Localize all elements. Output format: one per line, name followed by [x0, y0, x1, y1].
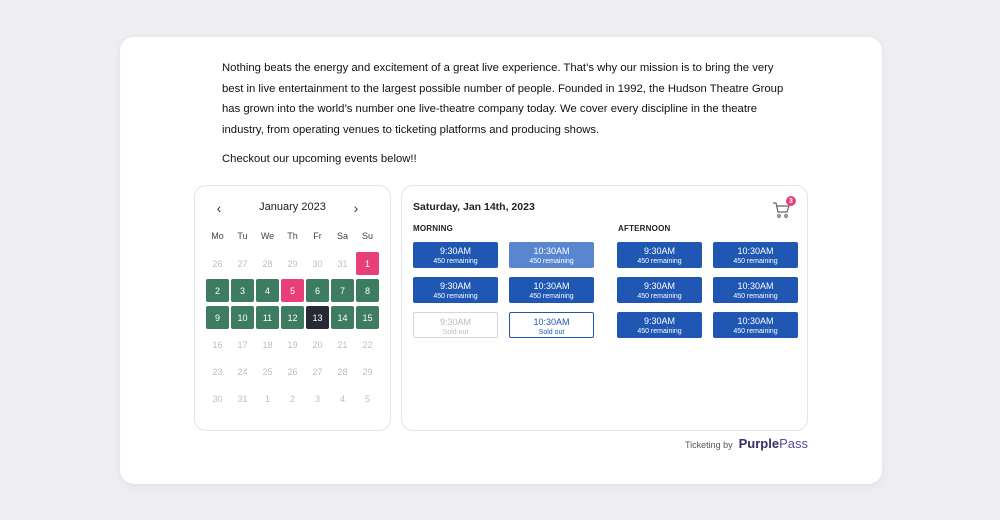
- slot-availability: 450 remaining: [529, 258, 574, 265]
- slot-availability: 450 remaining: [433, 293, 478, 300]
- morning-time-slot-button[interactable]: [413, 277, 498, 303]
- slot-availability: 450 remaining: [637, 328, 682, 335]
- calendar-day[interactable]: 9: [206, 306, 229, 329]
- afternoon-label: AFTERNOON: [618, 224, 671, 233]
- intro-text: [222, 58, 792, 170]
- selected-date-title: Saturday, Jan 14th, 2023: [413, 201, 535, 213]
- afternoon-time-slot-button[interactable]: [617, 277, 702, 303]
- calendar-day-unavailable: 26: [287, 366, 298, 377]
- calendar-day[interactable]: 4: [256, 279, 279, 302]
- slot-time: 9:30AM: [439, 317, 472, 327]
- calendar-day-selected[interactable]: 13: [306, 306, 329, 329]
- cart-count-badge: 3: [786, 196, 796, 206]
- chevron-right-icon[interactable]: ›: [353, 200, 359, 216]
- weekday-label: Mo: [211, 231, 224, 241]
- calendar-day-unavailable: 30: [212, 393, 223, 404]
- slot-time: 9:30AM: [643, 316, 676, 326]
- weekday-label: Sa: [336, 231, 348, 241]
- calendar-day-unavailable: 29: [287, 258, 298, 269]
- calendar-day-unavailable: 5: [364, 393, 370, 404]
- slot-time: 9:30AM: [643, 281, 676, 291]
- morning-time-slot-button: [413, 312, 498, 338]
- calendar-day-unavailable: 23: [212, 366, 223, 377]
- slot-availability: Sold out: [538, 329, 565, 336]
- intro-cta: Checkout our upcoming events below!!: [222, 153, 417, 165]
- calendar-header: [195, 200, 390, 216]
- slot-availability: 450 remaining: [529, 293, 574, 300]
- calendar-day[interactable]: 1: [356, 252, 379, 275]
- slot-availability: Sold out: [442, 329, 469, 336]
- calendar-week: [205, 279, 380, 306]
- ticketing-by-label: Ticketing by: [684, 440, 733, 450]
- calendar-week: [205, 333, 380, 360]
- calendar-day[interactable]: 11: [256, 306, 279, 329]
- slot-time: 9:30AM: [643, 246, 676, 256]
- calendar-day-unavailable: 27: [312, 366, 323, 377]
- morning-time-slot-button[interactable]: [509, 277, 594, 303]
- calendar-month-title: January 2023: [259, 201, 326, 213]
- afternoon-time-slot-button[interactable]: [713, 312, 798, 338]
- slot-time: 10:30AM: [533, 246, 570, 256]
- slot-availability: 450 remaining: [637, 258, 682, 265]
- afternoon-time-slot-button[interactable]: [713, 242, 798, 268]
- calendar-day-unavailable: 4: [339, 393, 345, 404]
- calendar-day-unavailable: 2: [289, 393, 295, 404]
- slot-availability: 450 remaining: [733, 258, 778, 265]
- calendar-day[interactable]: 3: [231, 279, 254, 302]
- afternoon-time-slot-button[interactable]: [713, 277, 798, 303]
- calendar-day-unavailable: 19: [287, 339, 298, 350]
- calendar-day-unavailable: 27: [237, 258, 248, 269]
- calendar-day-unavailable: 26: [212, 258, 223, 269]
- calendar-week: [205, 306, 380, 333]
- calendar-week: [205, 252, 380, 279]
- calendar-day-unavailable: 18: [262, 339, 273, 350]
- calendar-week: [205, 387, 380, 414]
- slot-availability: 450 remaining: [733, 328, 778, 335]
- calendar-grid: [205, 252, 380, 414]
- slot-availability: 450 remaining: [637, 293, 682, 300]
- slot-availability: 450 remaining: [733, 293, 778, 300]
- afternoon-time-slot-button[interactable]: [617, 312, 702, 338]
- weekday-label: We: [260, 231, 275, 241]
- slot-time: 10:30AM: [737, 316, 774, 326]
- calendar-day[interactable]: 15: [356, 306, 379, 329]
- powered-by: [685, 436, 808, 451]
- calendar-day-unavailable: 17: [237, 339, 248, 350]
- afternoon-time-slot-button[interactable]: [617, 242, 702, 268]
- cart-button[interactable]: [772, 198, 794, 218]
- calendar-day[interactable]: 8: [356, 279, 379, 302]
- time-slots-panel: [401, 185, 808, 431]
- chevron-left-icon[interactable]: ‹: [216, 200, 222, 216]
- calendar-day-unavailable: 28: [262, 258, 273, 269]
- calendar: [194, 185, 391, 431]
- weekday-label: Th: [287, 231, 298, 241]
- calendar-week: [205, 360, 380, 387]
- morning-label: MORNING: [413, 224, 454, 233]
- calendar-day-unavailable: 21: [337, 339, 348, 350]
- slot-time: 10:30AM: [533, 317, 570, 327]
- weekday-label: Su: [361, 231, 373, 241]
- calendar-day-unavailable: 16: [212, 339, 223, 350]
- calendar-day-unavailable: 30: [312, 258, 323, 269]
- logo-pass: Pass: [779, 436, 808, 451]
- slot-time: 10:30AM: [533, 281, 570, 291]
- weekday-header: [205, 231, 380, 241]
- calendar-day[interactable]: 6: [306, 279, 329, 302]
- calendar-day-unavailable: 28: [337, 366, 348, 377]
- slot-time: 10:30AM: [737, 281, 774, 291]
- calendar-day-unavailable: 20: [312, 339, 323, 350]
- calendar-day-unavailable: 1: [264, 393, 270, 404]
- calendar-day-unavailable: 29: [362, 366, 373, 377]
- purplepass-logo[interactable]: [739, 436, 808, 451]
- weekday-label: Fr: [313, 231, 322, 241]
- calendar-day[interactable]: 5: [281, 279, 304, 302]
- calendar-day[interactable]: 2: [206, 279, 229, 302]
- calendar-day[interactable]: 12: [281, 306, 304, 329]
- calendar-day[interactable]: 7: [331, 279, 354, 302]
- calendar-day-unavailable: 25: [262, 366, 273, 377]
- logo-purple: Purple: [738, 436, 780, 451]
- calendar-day-unavailable: 31: [237, 393, 248, 404]
- slot-time: 10:30AM: [737, 246, 774, 256]
- calendar-day-unavailable: 22: [362, 339, 373, 350]
- slot-time: 9:30AM: [439, 246, 472, 256]
- slot-time: 9:30AM: [439, 281, 472, 291]
- calendar-day-unavailable: 3: [314, 393, 320, 404]
- calendar-day-unavailable: 24: [237, 366, 248, 377]
- intro-paragraph: Nothing beats the energy and excitement of a great live experience. That’s why our mission is to bring the very best in live entertainment to the largest possible number of people. Founded in 1992, the Hudson Theatre Group has grown into the world’s number one live-theatre company today. We cover every discipline in the theatre industry, from operating venues to ticketing platforms and producing shows.: [222, 62, 784, 136]
- morning-time-slot-button: [509, 312, 594, 338]
- weekday-label: Tu: [237, 231, 248, 241]
- calendar-day[interactable]: 14: [331, 306, 354, 329]
- morning-time-slot-button[interactable]: [413, 242, 498, 268]
- slot-availability: 450 remaining: [433, 258, 478, 265]
- calendar-day[interactable]: 10: [231, 306, 254, 329]
- morning-time-slot-button[interactable]: [509, 242, 594, 268]
- calendar-day-unavailable: 31: [337, 258, 348, 269]
